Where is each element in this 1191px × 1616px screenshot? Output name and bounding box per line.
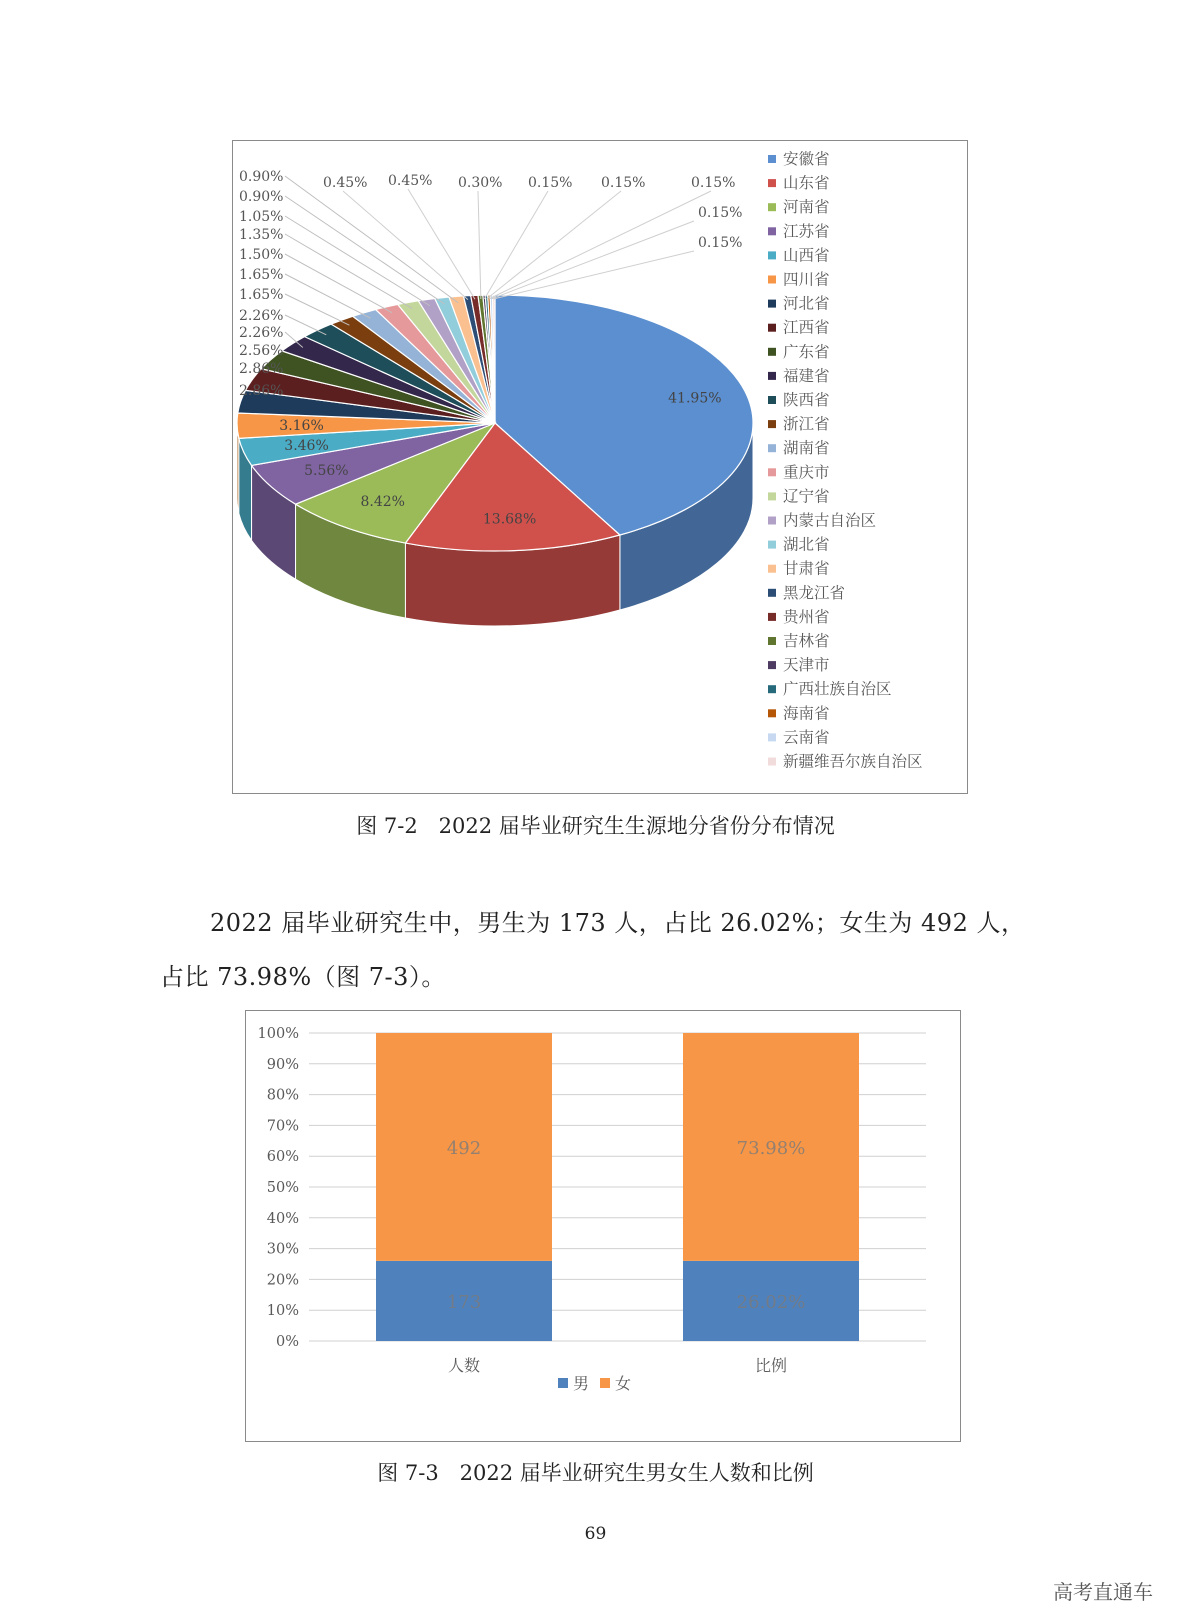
pie-data-label: 0.30% bbox=[458, 175, 503, 191]
pie-data-label: 2.86% bbox=[239, 383, 284, 399]
pie-data-label: 3.16% bbox=[279, 418, 324, 435]
y-tick-label: 20% bbox=[266, 1272, 299, 1289]
legend-item-label: 福建省 bbox=[783, 366, 830, 385]
legend-item-label: 男 bbox=[573, 1374, 590, 1393]
legend-swatch bbox=[768, 492, 776, 500]
pie-data-label: 8.42% bbox=[360, 494, 405, 511]
legend-swatch bbox=[768, 613, 776, 621]
legend-swatch bbox=[768, 733, 776, 741]
legend-item-label: 辽宁省 bbox=[783, 487, 830, 506]
bar-legend bbox=[558, 1374, 631, 1393]
x-category-label: 人数 bbox=[447, 1356, 481, 1375]
pie-leader-line bbox=[491, 221, 694, 299]
bar-chart-caption: 图 7-3 2022 届毕业研究生男女生人数和比例 bbox=[377, 1461, 814, 1485]
legend-swatch bbox=[768, 685, 776, 693]
pie-data-label: 2.26% bbox=[239, 308, 284, 324]
legend-swatch bbox=[768, 541, 776, 549]
legend-swatch bbox=[768, 661, 776, 669]
pie-data-label: 1.05% bbox=[239, 209, 284, 225]
legend-item-label: 女 bbox=[615, 1374, 632, 1393]
pie-leader-line bbox=[494, 251, 694, 299]
pie-leader-line bbox=[343, 191, 468, 300]
bar-data-label: 173 bbox=[446, 1291, 482, 1313]
pie-data-label: 1.35% bbox=[239, 227, 284, 243]
legend-item-label: 吉林省 bbox=[783, 632, 830, 650]
pie-data-label: 0.15% bbox=[698, 205, 743, 221]
y-tick-label: 10% bbox=[266, 1303, 299, 1320]
legend-item-label: 湖南省 bbox=[783, 439, 830, 458]
pie-data-label: 0.15% bbox=[691, 175, 736, 191]
pie-data-label: 2.56% bbox=[239, 343, 284, 359]
legend-item-label: 天津市 bbox=[783, 656, 830, 675]
legend-swatch bbox=[768, 227, 776, 235]
pie-chart-caption: 图 7-2 2022 届毕业研究生生源地分省份分布情况 bbox=[356, 814, 835, 838]
pie-data-label: 2.26% bbox=[239, 325, 284, 341]
bar-y-ticks bbox=[258, 1026, 299, 1350]
legend-item-label: 海南省 bbox=[783, 704, 830, 723]
legend-swatch bbox=[768, 155, 776, 163]
legend-swatch bbox=[600, 1378, 610, 1388]
y-tick-label: 70% bbox=[266, 1118, 299, 1135]
legend-item-label: 湖北省 bbox=[783, 535, 830, 554]
legend-item-label: 黑龙江省 bbox=[783, 583, 846, 602]
legend-item-label: 云南省 bbox=[783, 728, 830, 747]
legend-swatch bbox=[768, 372, 776, 380]
legend-swatch bbox=[768, 758, 776, 766]
pie-data-label: 0.90% bbox=[239, 169, 284, 185]
legend-swatch bbox=[768, 396, 776, 404]
legend-swatch bbox=[768, 324, 776, 332]
pie-data-label: 13.68% bbox=[482, 511, 537, 528]
pie-leader-line bbox=[285, 294, 349, 325]
legend-swatch bbox=[768, 300, 776, 308]
y-tick-label: 0% bbox=[275, 1334, 299, 1350]
legend-item-label: 山西省 bbox=[783, 246, 830, 265]
pie-leader-line bbox=[484, 191, 548, 299]
legend-swatch bbox=[768, 565, 776, 573]
legend-item-label: 河南省 bbox=[783, 198, 830, 217]
y-tick-label: 90% bbox=[266, 1056, 299, 1073]
legend-swatch bbox=[558, 1378, 568, 1388]
bar-marks bbox=[376, 1033, 859, 1375]
legend-item-label: 浙江省 bbox=[783, 415, 830, 434]
pie-leader-line bbox=[285, 274, 371, 318]
pie-data-label: 0.45% bbox=[323, 175, 368, 191]
legend-item-label: 河北省 bbox=[783, 294, 830, 313]
legend-item-label: 贵州省 bbox=[783, 607, 830, 626]
pie-data-label: 1.50% bbox=[239, 247, 284, 263]
watermark: 高考直通车 bbox=[1053, 1580, 1153, 1604]
pie-data-label: 5.56% bbox=[304, 463, 349, 480]
pie-leader-line bbox=[408, 189, 475, 299]
pie-data-label: 3.46% bbox=[284, 437, 329, 454]
bar-data-label: 73.98% bbox=[736, 1137, 806, 1159]
pie-data-label: 0.90% bbox=[239, 189, 284, 205]
legend-swatch bbox=[768, 179, 776, 187]
legend-item-label: 新疆维吾尔族自治区 bbox=[783, 752, 923, 771]
pie-leader-line bbox=[285, 196, 445, 304]
legend-item-label: 甘肃省 bbox=[783, 559, 830, 578]
legend-swatch bbox=[768, 468, 776, 476]
bar-data-label: 26.02% bbox=[736, 1291, 806, 1313]
legend-swatch bbox=[768, 589, 776, 597]
legend-item-label: 安徽省 bbox=[783, 150, 830, 168]
y-tick-label: 80% bbox=[266, 1087, 299, 1104]
province-pie-chart bbox=[233, 141, 966, 792]
x-category-label: 比例 bbox=[754, 1356, 788, 1375]
page-number: 69 bbox=[584, 1524, 607, 1544]
legend-swatch bbox=[768, 251, 776, 259]
legend-item-label: 广东省 bbox=[783, 342, 830, 361]
pie-data-label: 0.45% bbox=[388, 173, 433, 189]
pie-chart-frame bbox=[232, 140, 968, 794]
pie-leader-line bbox=[285, 176, 458, 303]
legend-item-label: 江苏省 bbox=[783, 222, 830, 241]
y-tick-label: 60% bbox=[266, 1149, 299, 1166]
pie-data-label: 0.15% bbox=[698, 235, 743, 251]
legend-item-label: 内蒙古自治区 bbox=[783, 511, 877, 530]
legend-item-label: 广西壮族自治区 bbox=[783, 680, 892, 699]
pie-data-label: 0.15% bbox=[528, 175, 573, 191]
pie-data-label: 0.15% bbox=[601, 175, 646, 191]
pie-leader-line bbox=[285, 234, 412, 309]
legend-swatch bbox=[768, 517, 776, 525]
y-tick-label: 100% bbox=[257, 1026, 299, 1042]
legend-item-label: 四川省 bbox=[783, 270, 830, 289]
legend-swatch bbox=[768, 709, 776, 717]
legend-swatch bbox=[768, 276, 776, 284]
pie-leader-line bbox=[489, 191, 711, 299]
pie-legend bbox=[768, 150, 923, 771]
y-tick-label: 50% bbox=[266, 1180, 299, 1196]
body-paragraph-line-1: 2022 届毕业研究生中，男生为 173 人，占比 26.02%；女生为 492 人， bbox=[210, 909, 1026, 937]
pie-leader-line bbox=[285, 315, 326, 335]
pie-leader-line bbox=[478, 191, 481, 299]
legend-swatch bbox=[768, 348, 776, 356]
legend-swatch bbox=[768, 637, 776, 645]
bar-chart-frame bbox=[245, 1010, 961, 1442]
legend-swatch bbox=[768, 444, 776, 452]
pie-data-label: 1.65% bbox=[239, 287, 284, 303]
legend-item-label: 重庆市 bbox=[783, 463, 830, 482]
legend-swatch bbox=[768, 420, 776, 428]
y-tick-label: 40% bbox=[266, 1210, 299, 1227]
body-paragraph-line-2: 占比 73.98%（图 7-3）。 bbox=[160, 963, 446, 991]
y-tick-label: 30% bbox=[266, 1241, 299, 1258]
pie-leader-line bbox=[285, 254, 392, 313]
legend-item-label: 江西省 bbox=[783, 318, 830, 337]
gender-stacked-bar-chart bbox=[246, 1011, 959, 1440]
legend-swatch bbox=[768, 203, 776, 211]
legend-item-label: 陕西省 bbox=[783, 391, 830, 409]
pie-data-label: 1.65% bbox=[239, 267, 284, 283]
pie-data-label: 41.95% bbox=[668, 390, 722, 407]
bar-data-label: 492 bbox=[446, 1137, 482, 1159]
pie-data-label: 2.86% bbox=[239, 361, 284, 377]
legend-item-label: 山东省 bbox=[783, 174, 830, 193]
